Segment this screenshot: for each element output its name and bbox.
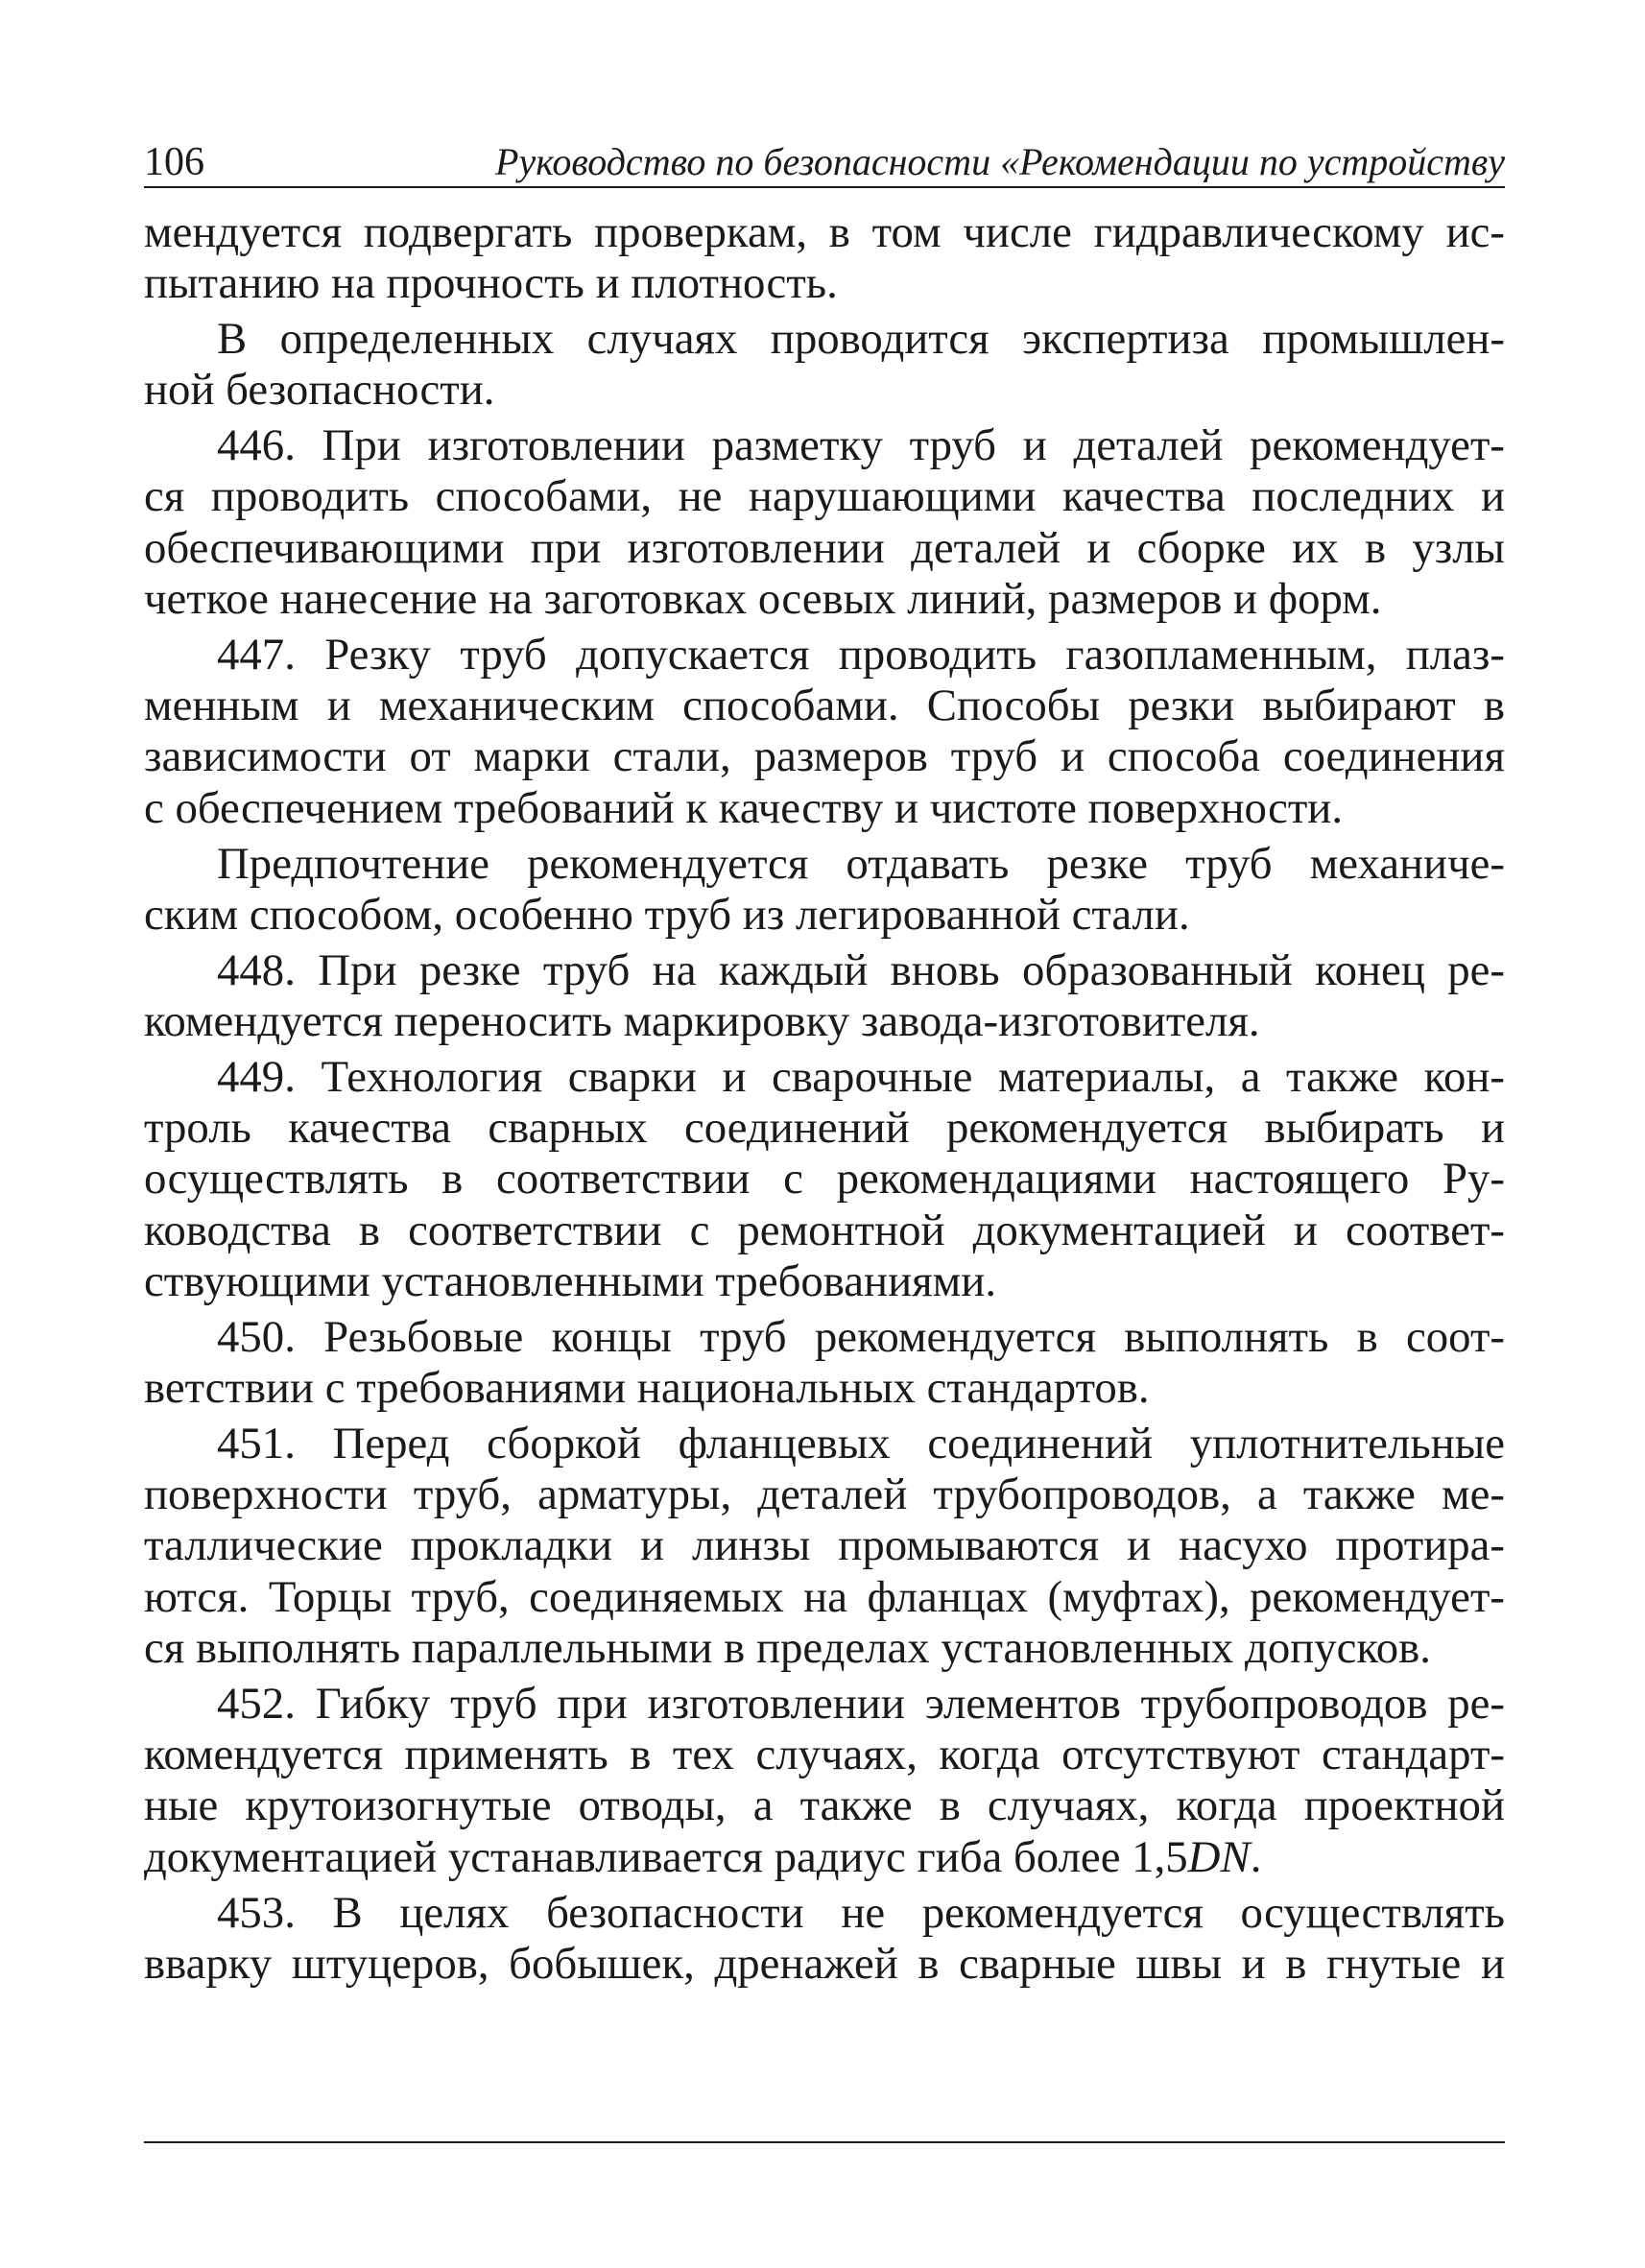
- text-line: комендуется переносить маркировку завода-изготовителя.: [144, 995, 1260, 1046]
- text-line: 450. Резьбовые концы труб рекомендуется выполнять в соот-: [217, 1311, 1505, 1362]
- text-line: таллические прокладки и линзы промываются и насухо протира-: [144, 1520, 1505, 1571]
- page-body: [144, 207, 1505, 1994]
- text-line: ной безопасности.: [144, 365, 495, 416]
- text-line: 447. Резку труб допускается проводить газопламенным, плаз-: [217, 629, 1505, 680]
- text-line: 446. При изготовлении разметку труб и деталей рекомендует-: [217, 420, 1505, 471]
- punctuation: .: [1250, 1831, 1262, 1882]
- paragraph: [144, 1888, 1505, 1991]
- text-line: В определенных случаях проводится экспертиза промышлен-: [217, 314, 1505, 365]
- text-line: поверхности труб, арматуры, деталей трубопроводов, а также ме-: [144, 1469, 1505, 1520]
- paragraph: [144, 207, 1505, 310]
- text-line: с обеспечением требований к качеству и чистоте поверхности.: [144, 782, 1344, 833]
- text-line: ются. Торцы труб, соединяемых на фланцах (муфтах), рекомендует-: [144, 1571, 1505, 1622]
- text-line: ским способом, особенно труб из легированной стали.: [144, 889, 1190, 940]
- text-line: 451. Перед сборкой фланцевых соединений уплотнительные: [217, 1418, 1505, 1468]
- page-number: 106: [144, 140, 204, 184]
- text-line: 452. Гибку труб при изготовлении элементов трубопроводов ре-: [217, 1678, 1505, 1729]
- text-line: обеспечивающими при изготовлении деталей и сборке их в узлы: [144, 522, 1505, 573]
- text-line: ветствии с требованиями национальных стандартов.: [144, 1363, 1150, 1414]
- paragraph: [144, 1419, 1505, 1674]
- text-line: 453. В целях безопасности не рекомендуется осуществлять: [217, 1887, 1505, 1938]
- text-line: документацией устанавливается радиус гиба более 1,5DN.: [144, 1831, 1262, 1882]
- text-line: мендуется подвергать проверкам, в том числе гидравлическому ис-: [144, 207, 1505, 257]
- paragraph: [144, 1312, 1505, 1415]
- text-line: ные крутоизогнутые отводы, а также в случаях, когда проектной: [144, 1780, 1505, 1831]
- italic-text: DN: [1187, 1831, 1251, 1882]
- text-line: осуществлять в соответствии с рекомендациями настоящего Ру-: [144, 1154, 1505, 1205]
- paragraph: [144, 1052, 1505, 1307]
- text-line: ствующими установленными требованиями.: [144, 1255, 997, 1306]
- text-line: ся проводить способами, не нарушающими качества последних и: [144, 471, 1505, 522]
- text-line: 449. Технология сварки и сварочные материалы, а также кон-: [217, 1051, 1505, 1102]
- running-title: Руководство по безопасности «Рекомендации по устройству: [495, 140, 1505, 183]
- paragraph: [144, 1679, 1505, 1883]
- text-line: 448. При резке труб на каждый вновь образованный конец ре-: [217, 944, 1505, 995]
- bottom-rule: [144, 2141, 1505, 2143]
- paragraph: [144, 839, 1505, 942]
- running-header: [144, 142, 1505, 188]
- text-line: Предпочтение рекомендуется отдавать резке труб механиче-: [217, 838, 1505, 889]
- text-line: комендуется применять в тех случаях, когда отсутствуют стандарт-: [144, 1730, 1505, 1780]
- text-line: менным и механическим способами. Способы резки выбирают в: [144, 680, 1505, 731]
- paragraph: [144, 945, 1505, 1048]
- text-line: троль качества сварных соединений рекомендуется выбирать и: [144, 1103, 1505, 1154]
- text-line: ководства в соответствии с ремонтной документацией и соответ-: [144, 1205, 1505, 1255]
- text-line: ся выполнять параллельными в пределах установленных допусков.: [144, 1623, 1431, 1674]
- text-line: четкое нанесение на заготовках осевых линий, размеров и форм.: [144, 574, 1382, 625]
- text-line: вварку штуцеров, бобышек, дренажей в сварные швы и в гнутые и: [144, 1938, 1505, 1989]
- paragraph: [144, 420, 1505, 625]
- text-line: зависимости от марки стали, размеров труб и способа соединения: [144, 731, 1505, 782]
- paragraph: [144, 630, 1505, 834]
- text-line: пытанию на прочность и плотность.: [144, 258, 838, 309]
- paragraph: [144, 314, 1505, 417]
